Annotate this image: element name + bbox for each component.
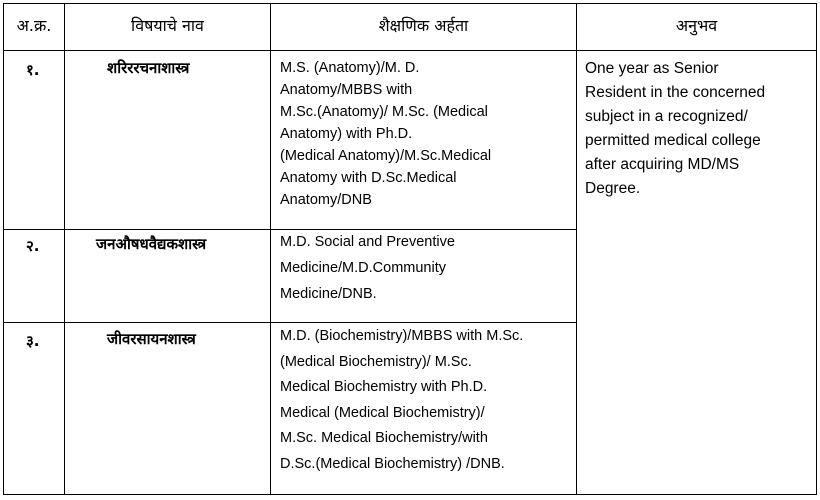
row-3-qualification [280,324,523,477]
table-border-right [816,3,817,495]
header-serial: अ.क्र. [16,16,52,35]
experience-line: after acquiring MD/MS [585,156,740,173]
qualification-line: (Medical Biochemistry)/ M.Sc. [280,353,472,370]
row-2-qualification [280,229,455,307]
row-1-subject: शरिररचनाशास्त्र [107,59,190,77]
experience-line: Degree. [585,180,641,197]
qualification-line: Anatomy with D.Sc.Medical [280,170,457,186]
qualification-line: Medical (Medical Biochemistry)/ [280,404,485,421]
experience-line: subject in a recognized/ [585,108,748,125]
row-3-subject: जीवरसायनशास्त्र [107,330,196,348]
row-2-subject: जनऔषधवैद्यकशास्त्र [96,235,207,253]
column-divider-3 [576,3,577,495]
header-subject: विषयाचे नाव [131,16,204,35]
qualification-line: M.S. (Anatomy)/M. D. [280,60,420,76]
row-3-serial: ३. [26,332,40,350]
qualification-line: M.Sc. Medical Biochemistry/with [280,430,488,446]
row-2-serial: २. [26,237,40,255]
qualification-line: Medicine/M.D.Community [280,260,446,276]
qualification-line: Anatomy/MBBS with [280,82,413,98]
table-border-top [3,3,817,4]
column-divider-2 [270,3,271,495]
experience-line: Resident in the concerned [585,84,766,101]
qualification-line: Medical Biochemistry with Ph.D. [280,379,488,395]
header-experience: अनुभव [675,16,718,35]
experience-text [585,57,765,201]
experience-line: permitted medical college [585,132,761,149]
qualification-line: Medicine/DNB. [280,286,377,302]
row-1-qualification [280,57,491,211]
table-border-bottom [3,494,817,495]
qualification-line: M.Sc.(Anatomy)/ M.Sc. (Medical [280,104,488,120]
row-divider-2 [3,322,576,323]
row-1-serial: १. [26,61,40,79]
qualification-line: Anatomy) with Ph.D. [280,126,413,142]
qualification-line: D.Sc.(Medical Biochemistry) /DNB. [280,455,505,472]
qualification-line: Anatomy/DNB [280,192,372,208]
column-divider-1 [64,3,65,495]
qualification-line: (Medical Anatomy)/M.Sc.Medical [280,148,492,164]
header-divider [3,50,817,51]
qualification-line: M.D. Social and Preventive [280,234,455,250]
qualification-line: M.D. (Biochemistry)/MBBS with M.Sc. [280,328,524,344]
header-qualification: शैक्षणिक अर्हता [378,16,469,35]
experience-line: One year as Senior [585,60,719,77]
table-border-left [3,3,4,495]
